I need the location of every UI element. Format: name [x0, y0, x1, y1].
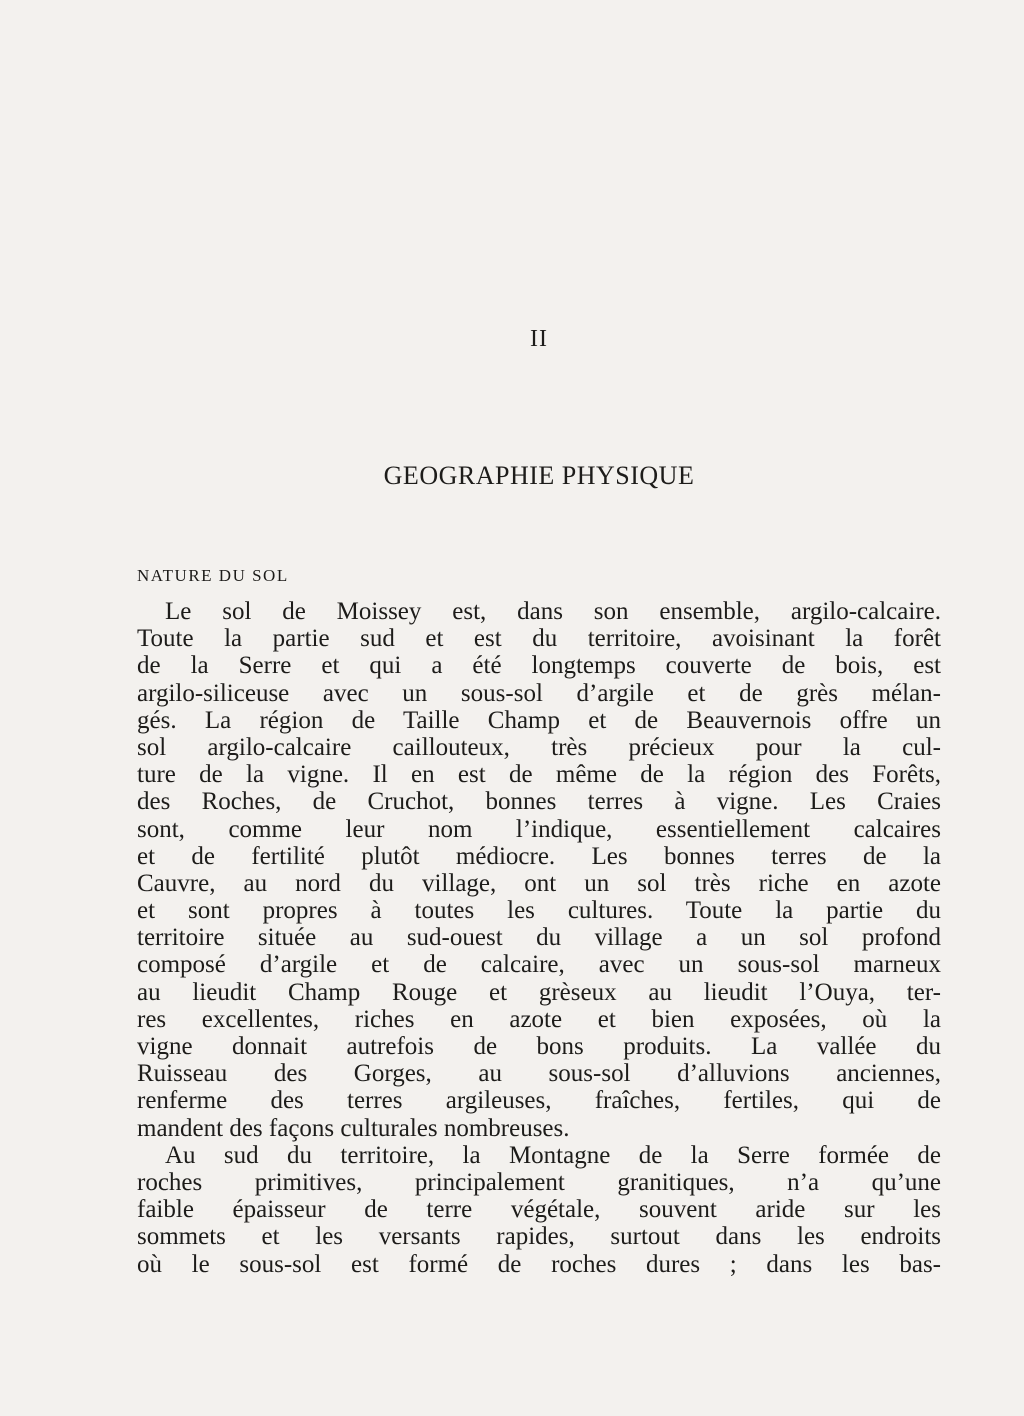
text-line: faible épaisseur de terre végétale, souvent aride sur les	[137, 1196, 941, 1224]
text-line: territoire située au sud-ouest du village a un sol profond	[137, 924, 941, 952]
text-line: des Roches, de Cruchot, bonnes terres à vigne. Les Craies	[137, 788, 941, 816]
text-line: Toute la partie sud et est du territoire, avoisinant la forêt	[137, 625, 941, 653]
text-line: de la Serre et qui a été longtemps couverte de bois, est	[137, 652, 941, 680]
text-line: au lieudit Champ Rouge et grèseux au lieudit l’Ouya, ter-	[137, 978, 941, 1006]
text-line: Cauvre, au nord du village, ont un sol très riche en azote	[137, 869, 941, 897]
text-line: Le sol de Moissey est, dans son ensemble, argilo-calcaire.	[165, 598, 941, 625]
text-line: res excellentes, riches en azote et bien exposées, où la	[137, 1005, 941, 1033]
text-line: où le sous-sol est formé de roches dures ; dans les bas-	[137, 1250, 941, 1278]
text-line: argilo-siliceuse avec un sous-sol d’argile et de grès mélan-	[137, 679, 941, 707]
text-line: vigne donnait autrefois de bons produits. La vallée du	[137, 1033, 941, 1060]
text-line: sol argilo-calcaire caillouteux, très précieux pour la cul-	[137, 733, 941, 761]
text-line: Au sud du territoire, la Montagne de la Serre formée de	[165, 1141, 941, 1169]
text-line: et sont propres à toutes les cultures. Toute la partie du	[137, 897, 941, 925]
text-line: ture de la vigne. Il en est de même de la région des Forêts,	[137, 761, 941, 789]
text-line: sommets et les versants rapides, surtout dans les endroits	[137, 1223, 941, 1251]
chapter-number: II	[530, 326, 548, 352]
section-heading: NATURE DU SOL	[137, 566, 289, 585]
text-line: renferme des terres argileuses, fraîches, fertiles, qui de	[137, 1087, 941, 1115]
text-line: Ruisseau des Gorges, au sous-sol d’alluvions anciennes,	[137, 1060, 941, 1088]
text-line: et de fertilité plutôt médiocre. Les bonnes terres de la	[137, 842, 941, 870]
text-line: sont, comme leur nom l’indique, essentiellement calcaires	[137, 815, 941, 843]
text-line: gés. La région de Taille Champ et de Beauvernois offre un	[137, 706, 941, 734]
body-text	[137, 598, 941, 1278]
text-line: roches primitives, principalement granitiques, n’a qu’une	[137, 1168, 941, 1196]
text-line: mandent des façons culturales nombreuses.	[137, 1114, 570, 1142]
chapter-title: GEOGRAPHIE PHYSIQUE	[383, 461, 695, 490]
text-line: composé d’argile et de calcaire, avec un sous-sol marneux	[137, 951, 941, 979]
